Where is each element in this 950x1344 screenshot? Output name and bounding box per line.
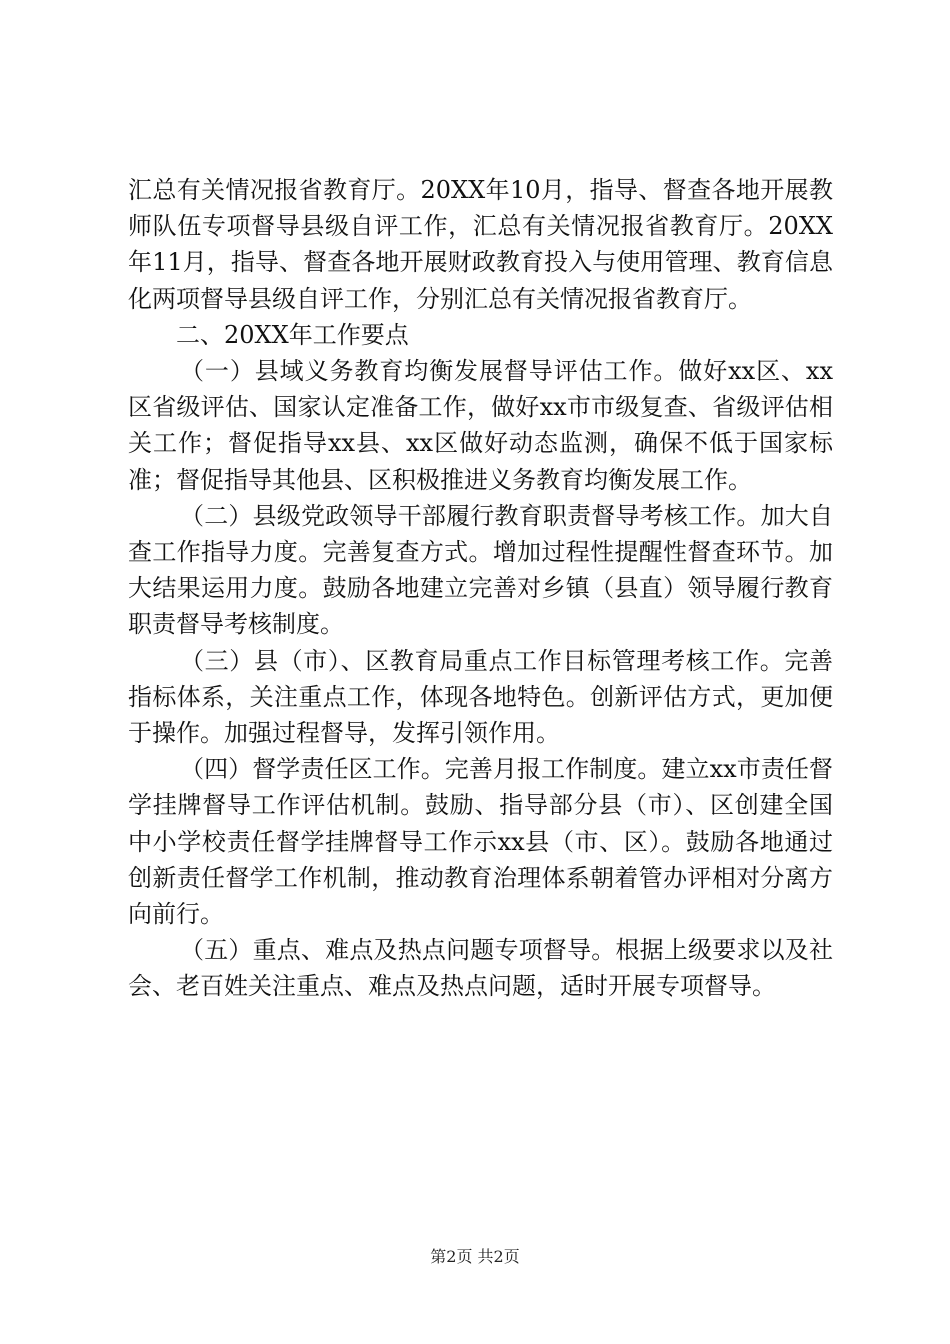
document-body: [128, 172, 833, 1005]
paragraph-item-3: （三）县（市）、区教育局重点工作目标管理考核工作。完善指标体系，关注重点工作，体现各地特色。创新评估方式，更加便于操作。加强过程督导，发挥引领作用。: [128, 646, 833, 748]
paragraph-item-2: （二）县级党政领导干部履行教育职责督导考核工作。加大自查工作指导力度。完善复查方式。增加过程性提醒性督查环节。加大结果运用力度。鼓励各地建立完善对乡镇（县直）领导履行教育职责督导考核制度。: [128, 501, 833, 639]
paragraph-item-5: （五）重点、难点及热点问题专项督导。根据上级要求以及社会、老百姓关注重点、难点及热点问题，适时开展专项督导。: [128, 936, 833, 1001]
paragraph-continuation: 汇总有关情况报省教育厅。20XX年10月，指导、督查各地开展教师队伍专项督导县级自评工作，汇总有关情况报省教育厅。20XX年11月，指导、督查各地开展财政教育投入与使用管理、教育信息化两项督导县级自评工作，分别汇总有关情况报省教育厅。: [128, 176, 833, 313]
paragraph-item-1: （一）县域义务教育均衡发展督导评估工作。做好xx区、xx区省级评估、国家认定准备工作，做好xx市市级复查、省级评估相关工作；督促指导xx县、xx区做好动态监测，确保不低于国家标准；督促指导其他县、区积极推进义务教育均衡发展工作。: [128, 357, 833, 494]
section-heading: 二、20XX年工作要点: [176, 320, 409, 349]
paragraph-item-4: （四）督学责任区工作。完善月报工作制度。建立xx市责任督学挂牌督导工作评估机制。鼓励、指导部分县（市）、区创建全国中小学校责任督学挂牌督导工作示xx县（市、区）。鼓励各地通过创新责任督学工作机制，推动教育治理体系朝着管办评相对分离方向前行。: [128, 755, 833, 929]
page-footer: 第2页 共2页: [430, 1247, 520, 1266]
